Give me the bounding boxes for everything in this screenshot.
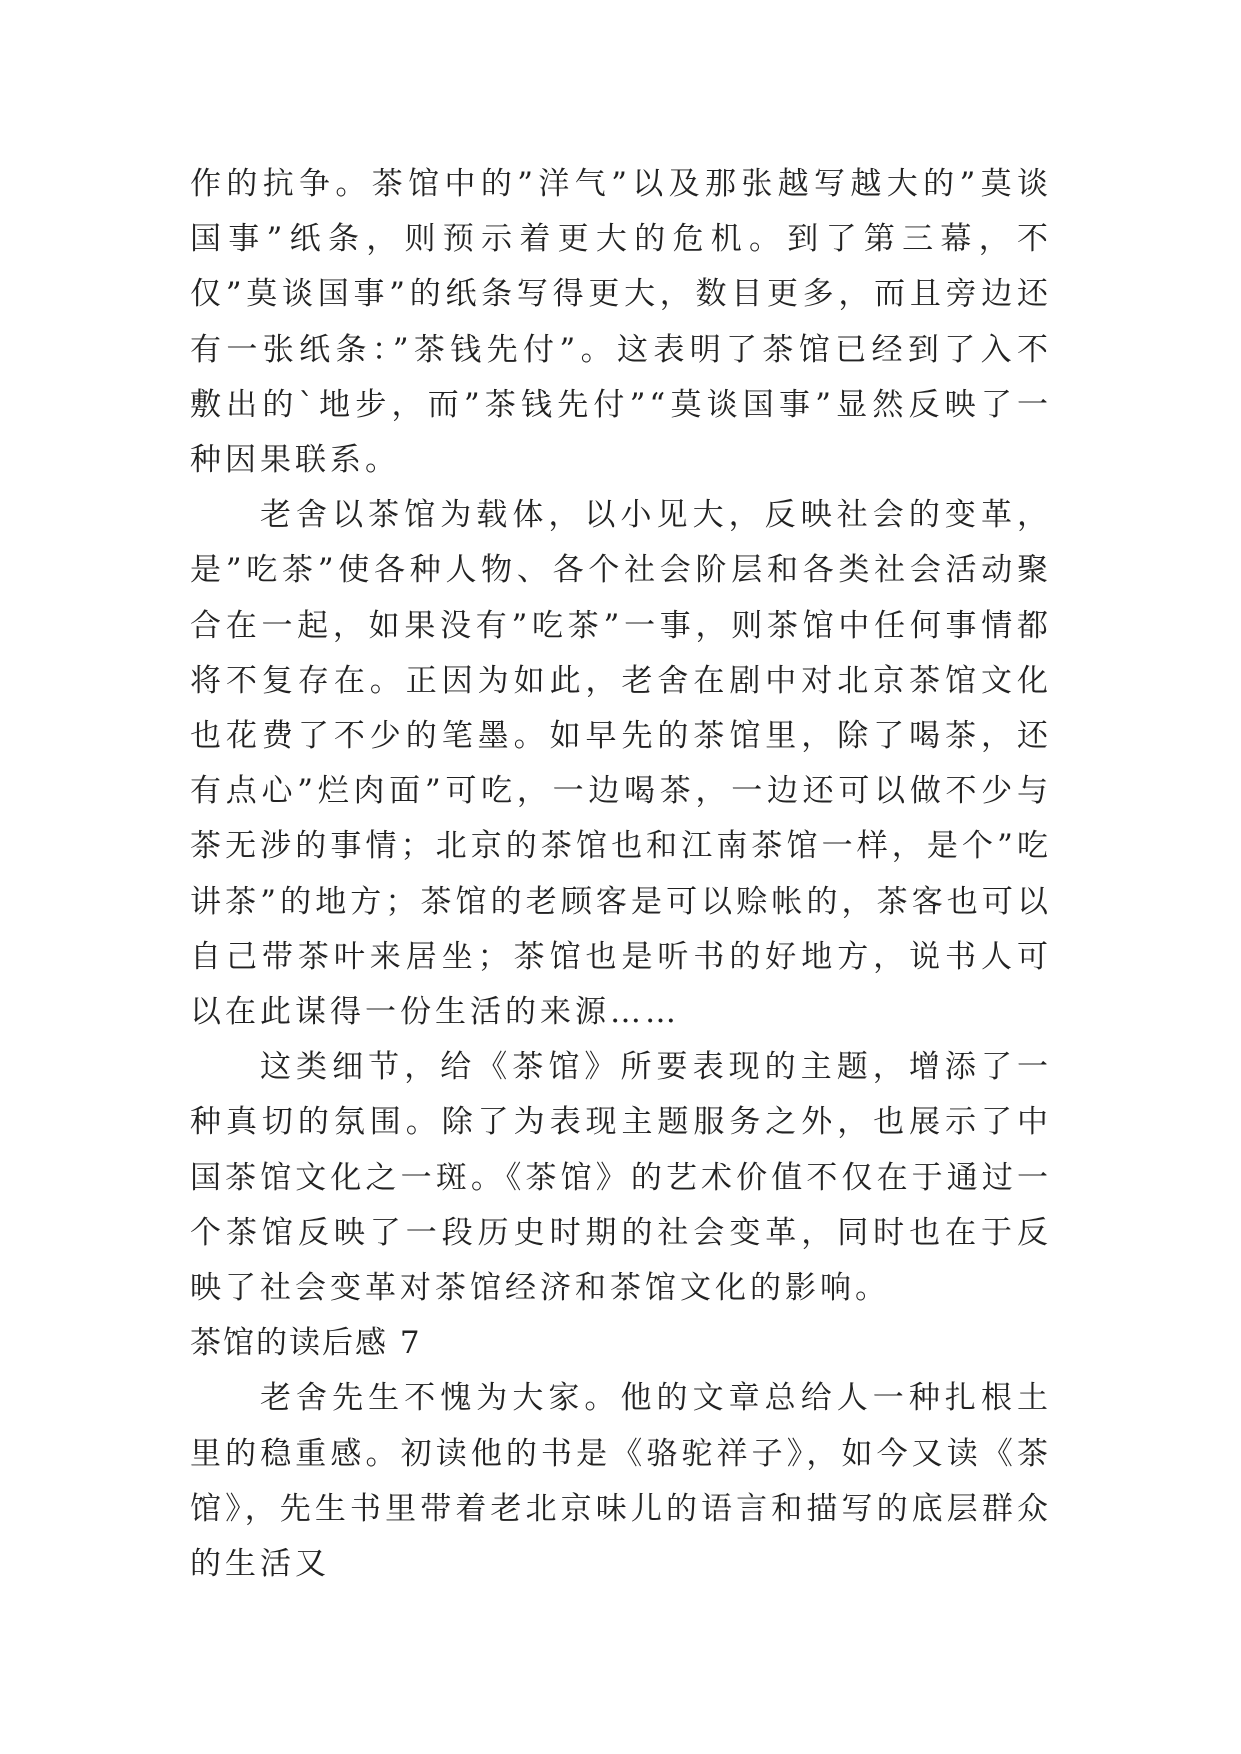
document-body — [190, 157, 1052, 1592]
paragraph-4: 老舍先生不愧为大家。他的文章总给人一种扎根土里的稳重感。初读他的书是《骆驼祥子》，如今又读《茶馆》，先生书里带着老北京味儿的语言和描写的底层群众的生活又 — [190, 1380, 1052, 1583]
paragraph-2: 老舍以茶馆为载体，以小见大，反映社会的变革，是”吃茶”使各种人物、各个社会阶层和各类社会活动聚合在一起，如果没有”吃茶”一事，则茶馆中任何事情都将不复存在。正因为如此，老舍在剧中对北京茶馆文化也花费了不少的笔墨。如早先的茶馆里，除了喝茶，还有点心”烂肉面”可吃，一边喝茶，一边还可以做不少与茶无涉的事情；北京的茶馆也和江南茶馆一样，是个”吃讲茶”的地方；茶馆的老顾客是可以赊帐的，茶客也可以自己带茶叶来居坐；茶馆也是听书的好地方，说书人可以在此谋得一份生活的来源…… — [190, 497, 1052, 1031]
section-heading: 茶馆的读后感 7 — [190, 1325, 422, 1362]
paragraph-1: 作的抗争。茶馆中的”洋气”以及那张越写越大的”莫谈国事”纸条，则预示着更大的危机。到了第三幕，不仅”莫谈国事”的纸条写得更大，数目更多，而且旁边还有一张纸条：”茶钱先付”。这表明了茶馆已经到了入不敷出的`地步，而”茶钱先付”“莫谈国事”显然反映了一种因果联系。 — [190, 166, 1052, 479]
paragraph-3: 这类细节，给《茶馆》所要表现的主题，增添了一种真切的氛围。除了为表现主题服务之外，也展示了中国茶馆文化之一斑。《茶馆》的艺术价值不仅在于通过一个茶馆反映了一段历史时期的社会变革，同时也在于反映了社会变革对茶馆经济和茶馆文化的影响。 — [190, 1049, 1052, 1307]
